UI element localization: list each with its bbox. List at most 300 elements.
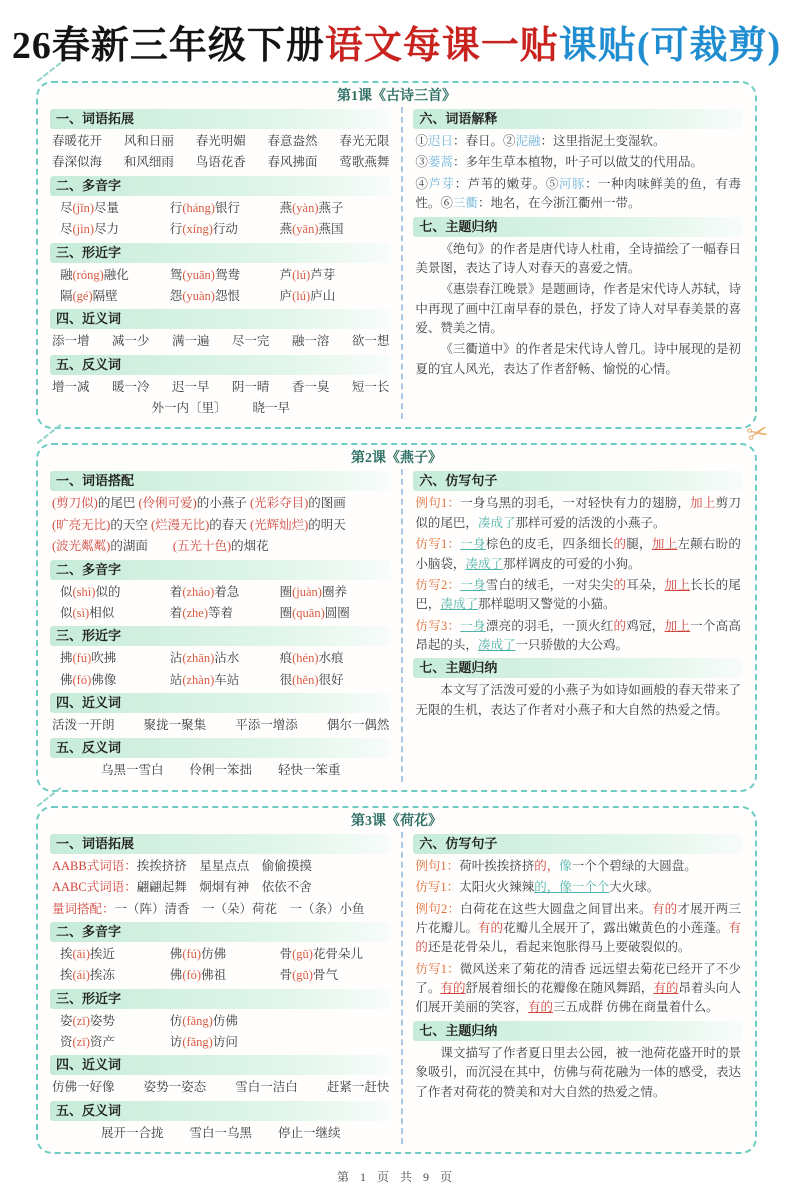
hanzi: 佛 bbox=[60, 672, 73, 687]
word: 偶尔一偶然 bbox=[326, 718, 390, 732]
column-left bbox=[50, 107, 403, 419]
lesson-header: 第3课《荷花》 bbox=[351, 813, 442, 829]
pinyin-row bbox=[50, 1032, 391, 1053]
word-row bbox=[50, 715, 391, 736]
text-line bbox=[50, 493, 391, 514]
word: 停止一继续 bbox=[277, 1125, 341, 1140]
lesson-card bbox=[36, 806, 757, 1154]
word: 很好 bbox=[318, 672, 344, 687]
word: 融化 bbox=[103, 267, 129, 282]
word: 迟一早 bbox=[171, 379, 210, 394]
text-segment: (光辉灿烂) bbox=[249, 517, 309, 532]
block-heading: 七、主题归纳 bbox=[413, 1021, 743, 1041]
text-segment: 凑成了 bbox=[477, 515, 516, 530]
lesson-card bbox=[36, 417, 772, 791]
column-right bbox=[403, 469, 743, 781]
title-part: 26春新三年级下册 bbox=[11, 25, 325, 67]
text-segment: AABB式词语： bbox=[52, 858, 137, 873]
text-segment: 一个个碧绿的大圆盘。 bbox=[571, 858, 697, 873]
pinyin-cell bbox=[280, 266, 390, 285]
block-heading: 四、近义词 bbox=[50, 693, 391, 713]
pinyin: (jǐn) bbox=[72, 200, 95, 215]
word: 活泼一开朗 bbox=[52, 718, 115, 732]
hanzi: 佛 bbox=[169, 968, 183, 983]
hanzi: 痕 bbox=[279, 651, 293, 666]
word: 佛像 bbox=[91, 672, 117, 687]
text-segment: 的图画 bbox=[308, 496, 346, 511]
word: 满一遍 bbox=[171, 334, 210, 349]
word: 芦芽 bbox=[310, 267, 336, 282]
text-segment: 有的 bbox=[415, 920, 741, 955]
pinyin-cell bbox=[170, 1012, 280, 1031]
pinyin-row bbox=[50, 582, 391, 603]
pinyin-cell bbox=[60, 1012, 170, 1031]
text-segment: 一身 bbox=[460, 577, 486, 592]
pinyin-cell bbox=[280, 945, 390, 964]
page-title bbox=[8, 14, 785, 69]
text-segment: 芦芽 bbox=[428, 176, 455, 191]
lesson-header: 第2课《燕子》 bbox=[351, 451, 442, 467]
text-segment: 加上 bbox=[664, 577, 691, 592]
card-columns bbox=[50, 832, 743, 1144]
pinyin-cell bbox=[170, 220, 280, 239]
text-segment: 雪白的绒毛，一对尖尖 bbox=[485, 577, 614, 592]
text-segment: 的春天 bbox=[209, 517, 250, 532]
hanzi: 隔 bbox=[60, 288, 73, 303]
block-heading: 一、词语拓展 bbox=[50, 834, 391, 854]
text-segment: 的尾巴 bbox=[97, 496, 139, 511]
text-segment: 本文写了活泼可爱的小燕子为如诗如画般的春天带来了无限的生机，表达了作者对小燕子和大自然的热爱之情。 bbox=[415, 683, 741, 717]
block-heading: 一、词语拓展 bbox=[50, 109, 391, 129]
text-segment: 的 bbox=[613, 577, 627, 592]
pinyin: (yàn) bbox=[292, 200, 319, 215]
pinyin-row bbox=[50, 944, 391, 965]
word: 尽量 bbox=[94, 200, 120, 215]
text-segment: (波光粼粼) bbox=[52, 539, 111, 554]
pinyin-cell bbox=[170, 604, 280, 623]
word: 隔壁 bbox=[92, 288, 118, 303]
word: 水痕 bbox=[318, 651, 344, 666]
word: 短一长 bbox=[351, 379, 390, 394]
block-heading: 五、反义词 bbox=[50, 738, 391, 758]
pinyin: (zháo) bbox=[182, 584, 215, 599]
word: 仿佛一好像 bbox=[52, 1080, 115, 1095]
hanzi: 骨 bbox=[279, 946, 293, 961]
pinyin: (róng) bbox=[72, 267, 104, 282]
pinyin: (fǎng) bbox=[182, 1035, 213, 1049]
pinyin-cell bbox=[60, 1033, 170, 1052]
text-segment: ④ bbox=[415, 176, 429, 191]
page-number: 第 1 页 共 9 页 bbox=[336, 1170, 456, 1185]
word: 春光无限 bbox=[339, 134, 390, 148]
hanzi: 姿 bbox=[60, 1013, 73, 1028]
hanzi: 仿 bbox=[169, 1013, 183, 1028]
word: 车站 bbox=[214, 672, 240, 687]
word: 着急 bbox=[214, 584, 240, 599]
block-heading: 五、反义词 bbox=[50, 1101, 391, 1121]
pinyin-cell bbox=[170, 287, 280, 306]
text-segment: 才展开两三片花瓣儿。 bbox=[415, 901, 741, 935]
text-line bbox=[413, 131, 743, 152]
text-segment: 一（阵）清香 一（朵）荷花 一（条）小鱼 bbox=[114, 901, 365, 916]
word: 燕国 bbox=[318, 222, 344, 237]
word-row bbox=[50, 398, 391, 419]
word: 相似 bbox=[89, 605, 115, 620]
pinyin: (fǎng) bbox=[182, 1013, 213, 1028]
text-segment: 仿写2： bbox=[415, 577, 461, 592]
text-segment: ：春日。② bbox=[452, 134, 516, 148]
word: 圆圈 bbox=[324, 605, 350, 620]
cards-container bbox=[0, 81, 793, 1154]
text-segment: 加上 bbox=[690, 496, 716, 511]
pinyin: (yān) bbox=[292, 222, 319, 237]
word: 花骨朵儿 bbox=[312, 946, 363, 961]
text-segment: 仿写3： bbox=[415, 618, 461, 633]
text-segment: 三五成群 仿佛在商量着什么。 bbox=[552, 1000, 719, 1015]
pinyin: (gǔ) bbox=[292, 968, 313, 983]
text-segment: 一身 bbox=[460, 537, 486, 552]
text-segment: (五光十色) bbox=[172, 539, 232, 554]
block-heading: 二、多音字 bbox=[50, 176, 391, 196]
text-segment: (旷亮无比) bbox=[52, 517, 111, 532]
hanzi: 很 bbox=[279, 672, 293, 687]
text-segment: ：一种肉味鲜美的鱼，有毒性。⑥ bbox=[415, 176, 741, 211]
text-segment: 像 bbox=[559, 858, 572, 873]
word: 赶紧一赶快 bbox=[326, 1080, 390, 1095]
hanzi: 燕 bbox=[279, 200, 293, 215]
hanzi: 鸳 bbox=[169, 267, 183, 282]
pinyin: (xíng) bbox=[182, 222, 213, 237]
pinyin-row bbox=[50, 965, 391, 986]
hanzi: 芦 bbox=[279, 267, 293, 282]
word: 挨冻 bbox=[89, 968, 115, 983]
text-segment: 加上 bbox=[651, 537, 678, 552]
block-heading: 七、主题归纳 bbox=[413, 658, 743, 678]
title-part: 课贴(可裁剪) bbox=[558, 25, 782, 67]
pinyin-cell bbox=[60, 287, 170, 306]
text-segment: 例句2： bbox=[415, 901, 461, 916]
text-segment: 的烟花 bbox=[231, 539, 269, 554]
pinyin: (juàn) bbox=[292, 584, 322, 599]
text-segment: 太阳火火辣辣 bbox=[459, 880, 535, 895]
pinyin: (hén) bbox=[292, 651, 319, 666]
hanzi: 骨 bbox=[279, 968, 293, 983]
word: 怨恨 bbox=[214, 288, 240, 303]
word: 雪白一洁白 bbox=[235, 1080, 298, 1095]
text-segment: ：芦苇的嫩芽。⑤ bbox=[454, 176, 559, 191]
text-segment: 左颠右盼的小脑袋， bbox=[415, 537, 741, 571]
word: 轻快一笨重 bbox=[277, 763, 341, 778]
pinyin-cell bbox=[170, 199, 280, 218]
text-segment: 鸡冠， bbox=[626, 618, 665, 633]
word: 春风拂面 bbox=[267, 155, 318, 170]
word: 伶俐一笨拙 bbox=[189, 763, 252, 778]
pinyin: (fó) bbox=[72, 672, 92, 687]
text-segment: 凑成了 bbox=[477, 638, 516, 652]
column-left bbox=[50, 469, 403, 781]
text-segment: 一只骄傲的大公鸡。 bbox=[515, 638, 628, 652]
text-segment: (光彩夺目) bbox=[249, 496, 309, 511]
word: 春意盎然 bbox=[267, 134, 318, 148]
word: 等着 bbox=[207, 605, 233, 620]
pinyin: (quān) bbox=[292, 605, 325, 620]
word: 骨气 bbox=[312, 968, 338, 983]
card-columns bbox=[50, 107, 743, 419]
text-segment: 耳朵， bbox=[626, 577, 665, 592]
text-segment: 河豚 bbox=[558, 176, 585, 191]
pinyin: (fú) bbox=[72, 651, 92, 666]
hanzi: 圈 bbox=[279, 605, 293, 620]
pinyin: (hěn) bbox=[292, 672, 319, 687]
hanzi: 拂 bbox=[60, 651, 73, 666]
text-line bbox=[413, 339, 743, 380]
word-row bbox=[50, 760, 391, 781]
word: 鸟语花香 bbox=[195, 155, 246, 170]
word-row bbox=[50, 1123, 391, 1144]
text-segment: 的 bbox=[613, 537, 627, 552]
text-segment: 《绝句》的作者是唐代诗人杜甫，全诗描绘了一幅春日美景图，表达了诗人对春天的喜爱之情。 bbox=[415, 241, 741, 275]
word: 银行 bbox=[214, 200, 240, 215]
text-segment: 有的 bbox=[440, 981, 466, 995]
word: 圈养 bbox=[321, 584, 347, 599]
text-line bbox=[50, 899, 391, 920]
hanzi: 站 bbox=[169, 672, 183, 687]
word: 阴一晴 bbox=[231, 379, 270, 394]
pinyin: (háng) bbox=[182, 200, 215, 215]
pinyin-cell bbox=[280, 199, 390, 218]
text-line bbox=[413, 899, 743, 959]
word: 春暖花开 bbox=[52, 134, 103, 148]
word: 尽一完 bbox=[231, 334, 270, 349]
pinyin: (zhe) bbox=[182, 605, 208, 620]
word: 资产 bbox=[89, 1035, 115, 1049]
text-segment: 的湖面 bbox=[110, 539, 173, 554]
text-segment: 那样调皮的可爱的小狗。 bbox=[502, 556, 641, 571]
text-segment: 的， bbox=[534, 858, 560, 873]
word-row bbox=[50, 1077, 391, 1098]
word: 沾水 bbox=[214, 651, 240, 666]
text-line bbox=[413, 616, 743, 657]
word: 挨近 bbox=[89, 946, 115, 961]
text-segment: 那样聪明又警觉的小猫。 bbox=[477, 597, 616, 612]
text-segment: 例句1： bbox=[415, 496, 461, 511]
text-segment: 荷叶挨挨挤挤 bbox=[459, 858, 535, 873]
text-line bbox=[413, 152, 743, 173]
text-segment: 翩翩起舞 炯炯有神 依依不舍 bbox=[136, 880, 312, 895]
word: 香一臭 bbox=[291, 379, 330, 394]
pinyin: (lú) bbox=[292, 267, 311, 282]
text-segment: 还是花骨朵儿，看起来饱胀得马上要破裂似的。 bbox=[427, 940, 691, 955]
pinyin-cell bbox=[60, 220, 170, 239]
word: 添一增 bbox=[52, 334, 90, 349]
text-segment: 大火球。 bbox=[609, 880, 660, 895]
block-heading: 二、多音字 bbox=[50, 560, 391, 580]
text-segment: 加上 bbox=[664, 618, 691, 633]
pinyin: (gū) bbox=[292, 946, 313, 961]
pinyin-row bbox=[50, 648, 391, 669]
text-line bbox=[413, 856, 743, 877]
pinyin: (gé) bbox=[72, 288, 93, 303]
word: 乌黑一雪白 bbox=[100, 763, 164, 778]
word-row bbox=[50, 377, 391, 398]
word: 鸳鸯 bbox=[214, 267, 240, 282]
text-line bbox=[413, 877, 743, 898]
text-line bbox=[50, 856, 391, 877]
word: 减一少 bbox=[111, 334, 150, 349]
pinyin-cell bbox=[60, 649, 170, 668]
text-segment: 有的 bbox=[653, 981, 679, 995]
pinyin-cell bbox=[60, 266, 170, 285]
pinyin: (fú) bbox=[182, 946, 202, 961]
word: 访问 bbox=[212, 1035, 238, 1049]
card-columns bbox=[50, 469, 743, 781]
hanzi: 怨 bbox=[169, 288, 183, 303]
pinyin: (ái) bbox=[72, 968, 90, 983]
column-left bbox=[50, 832, 403, 1144]
pinyin-row bbox=[50, 286, 391, 307]
text-segment: 白荷花在这些大圆盘之间冒出来。 bbox=[460, 901, 652, 916]
word: 春深似海 bbox=[52, 155, 103, 170]
word: 欲一想 bbox=[351, 334, 390, 349]
text-segment: 凑成了 bbox=[465, 556, 503, 571]
pinyin-row bbox=[50, 198, 391, 219]
word: 仿佛 bbox=[212, 1013, 238, 1028]
block-heading: 六、词语解释 bbox=[413, 109, 743, 129]
lesson-header: 第1课《古诗三首》 bbox=[337, 89, 456, 104]
hanzi: 燕 bbox=[279, 222, 293, 237]
word-row bbox=[50, 152, 391, 173]
word: 和风细雨 bbox=[123, 155, 174, 170]
text-line bbox=[413, 174, 743, 215]
text-segment: 三衢 bbox=[452, 196, 478, 211]
text-segment: 棕色的皮毛，四条细长 bbox=[485, 537, 614, 552]
word: 聚拢一聚集 bbox=[143, 718, 207, 732]
hanzi: 尽 bbox=[60, 200, 73, 215]
pinyin-cell bbox=[60, 945, 170, 964]
word: 晓一早 bbox=[252, 401, 290, 415]
text-segment: 有的 bbox=[478, 920, 504, 935]
pinyin-row bbox=[50, 219, 391, 240]
text-segment: 漂亮的羽毛，一顶火红 bbox=[485, 618, 614, 633]
text-segment: 有的 bbox=[651, 901, 678, 916]
word: 平添一增添 bbox=[235, 718, 298, 732]
pinyin: (zī) bbox=[72, 1013, 90, 1028]
text-segment: (剪刀似) bbox=[52, 496, 98, 511]
text-segment: 的天空 bbox=[110, 517, 151, 532]
word: 外一内〔里〕 bbox=[151, 401, 227, 415]
pinyin-cell bbox=[280, 966, 390, 985]
pinyin: (sì) bbox=[72, 605, 90, 620]
block-heading: 七、主题归纳 bbox=[413, 217, 743, 237]
text-segment: AABC式词语： bbox=[52, 880, 137, 895]
hanzi: 访 bbox=[169, 1035, 183, 1049]
block-heading: 六、仿写句子 bbox=[413, 834, 743, 854]
text-segment: 课文描写了作者夏日里去公园，被一池荷花盛开时的景象吸引，而沉浸在其中，仿佛与荷花融为一体的感受，表达了作者对荷花的赞美和对大自然的热爱之情。 bbox=[415, 1045, 741, 1099]
text-segment: 凑成了 bbox=[440, 597, 478, 612]
text-line bbox=[413, 680, 743, 721]
text-line bbox=[50, 877, 391, 898]
text-segment: 迟日 bbox=[427, 134, 453, 148]
pinyin: (fó) bbox=[182, 968, 202, 983]
hanzi: 着 bbox=[169, 605, 183, 620]
pinyin: (zhàn) bbox=[182, 672, 215, 687]
text-segment: 挨挨挤挤 星星点点 偷偷摸摸 bbox=[136, 858, 312, 873]
hanzi: 融 bbox=[60, 267, 73, 282]
text-segment: ：这里指泥土变湿软。 bbox=[540, 134, 666, 148]
text-segment: 花瓣儿全展开了，露出嫩黄色的小莲蓬。 bbox=[503, 920, 729, 935]
word: 暖一冷 bbox=[111, 379, 150, 394]
pinyin: (āi) bbox=[72, 946, 90, 961]
lesson-card bbox=[36, 81, 757, 429]
text-segment: 的 bbox=[613, 618, 627, 633]
pinyin-cell bbox=[60, 966, 170, 985]
hanzi: 佛 bbox=[169, 946, 183, 961]
pinyin-row bbox=[50, 1011, 391, 1032]
hanzi: 尽 bbox=[60, 222, 73, 237]
text-segment: (烂漫无比) bbox=[150, 517, 210, 532]
text-segment: 昂着头向人们展开美丽的笑容， bbox=[415, 981, 741, 1015]
block-heading: 一、词语搭配 bbox=[50, 471, 391, 491]
word: 春光明媚 bbox=[195, 134, 246, 148]
text-segment: 量词搭配： bbox=[52, 901, 115, 916]
text-segment: ③ bbox=[415, 155, 428, 170]
text-line bbox=[413, 493, 743, 534]
column-right bbox=[403, 832, 743, 1144]
text-segment: 的明天 bbox=[308, 517, 346, 532]
hanzi: 似 bbox=[60, 584, 73, 599]
block-heading: 五、反义词 bbox=[50, 355, 391, 375]
pinyin-cell bbox=[170, 649, 280, 668]
pinyin: (zī) bbox=[72, 1035, 90, 1049]
word: 燕子 bbox=[318, 200, 344, 215]
text-segment: 的小燕子 bbox=[196, 496, 250, 511]
text-segment: 那样可爱的活泼的小燕子。 bbox=[515, 515, 666, 530]
text-segment: (伶俐可爱) bbox=[138, 496, 197, 511]
pinyin: (yuàn) bbox=[182, 288, 215, 303]
word: 佛祖 bbox=[201, 968, 227, 983]
word: 莺歌燕舞 bbox=[339, 155, 390, 170]
text-line bbox=[50, 536, 391, 557]
word: 尽力 bbox=[94, 222, 120, 237]
word: 仿佛 bbox=[201, 946, 227, 961]
hanzi: 行 bbox=[169, 200, 183, 215]
text-segment: 有的 bbox=[527, 1000, 553, 1015]
text-line bbox=[413, 239, 743, 280]
pinyin: (zhān) bbox=[182, 651, 215, 666]
word: 展开一合拢 bbox=[100, 1125, 164, 1140]
text-line bbox=[413, 534, 743, 575]
pinyin-row bbox=[50, 265, 391, 286]
pinyin-cell bbox=[170, 1033, 280, 1052]
text-segment: 微风送来了菊花的清香 远远望去菊花已经开了不少了。 bbox=[415, 961, 741, 995]
word: 行动 bbox=[212, 222, 238, 237]
text-segment: 仿写1： bbox=[415, 537, 461, 552]
text-segment: ① bbox=[415, 134, 428, 148]
word: 庐山 bbox=[310, 288, 336, 303]
pinyin-cell bbox=[280, 671, 390, 690]
pinyin-cell bbox=[60, 583, 170, 602]
hanzi: 挨 bbox=[60, 968, 73, 983]
pinyin: (shì) bbox=[72, 584, 96, 599]
title-part: 语文每课一贴 bbox=[324, 25, 559, 67]
pinyin-cell bbox=[170, 671, 280, 690]
pinyin: (yuān) bbox=[182, 267, 215, 282]
column-right bbox=[403, 107, 743, 419]
pinyin-cell bbox=[280, 583, 390, 602]
block-heading: 三、形近字 bbox=[50, 989, 391, 1009]
pinyin-cell bbox=[170, 966, 280, 985]
word: 姿势 bbox=[89, 1013, 115, 1028]
